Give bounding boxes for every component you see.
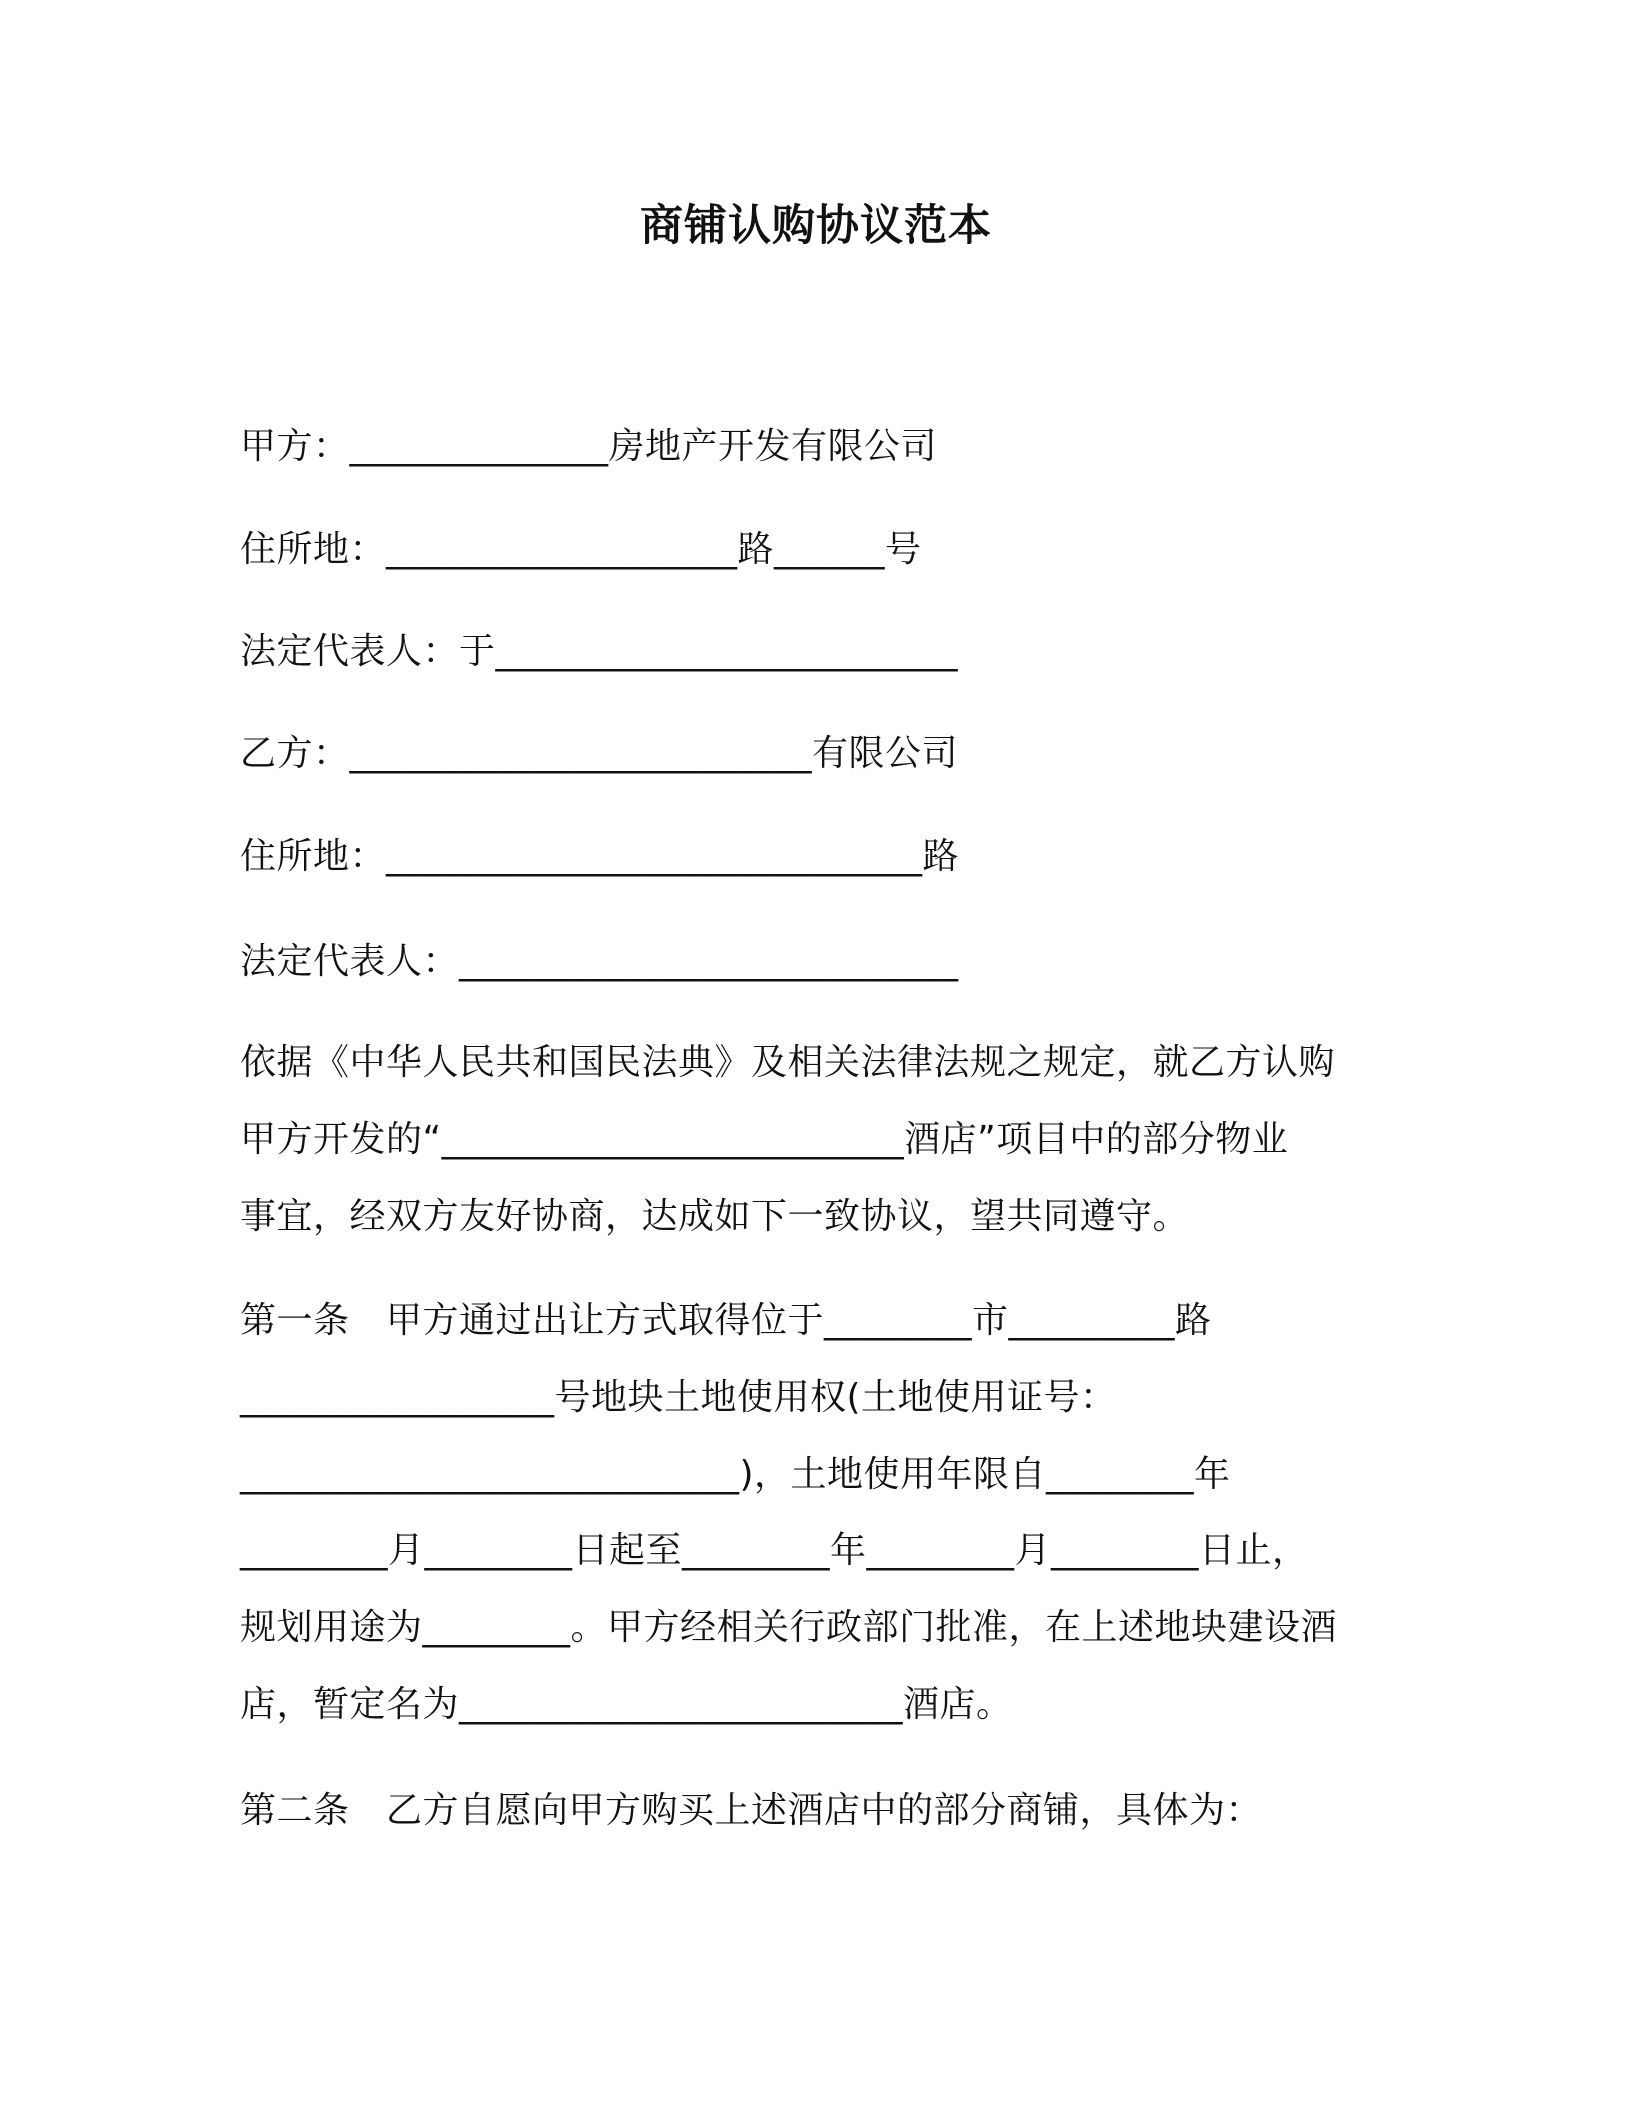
article-1-line-4: ________月________日起至________年________月________日止， [240, 1530, 1309, 1571]
party-a-representative: 法定代表人：于_________________________ [240, 631, 959, 672]
party-a-address: 住所地：___________________路______号 [240, 529, 922, 570]
party-b-name: 乙方：_________________________有限公司 [240, 733, 959, 774]
preamble-line-2: 甲方开发的“_________________________酒店”项目中的部分物业 [240, 1119, 1289, 1160]
article-1-line-1: 第一条 甲方通过出让方式取得位于________市_________路 [240, 1300, 1212, 1341]
preamble-line-1: 依据《中华人民共和国民法典》及相关法律法规之规定，就乙方认购 [240, 1042, 1336, 1083]
party-b-address: 住所地：_____________________________路 [240, 836, 960, 877]
article-1-line-5: 规划用途为________。甲方经相关行政部门批准，在上述地块建设酒 [240, 1607, 1338, 1648]
article-1-line-2: _________________号地块土地使用权(土地使用证号： [240, 1377, 1117, 1418]
article-1-line-6: 店，暂定名为________________________酒店。 [240, 1684, 1013, 1725]
party-a-name: 甲方：______________房地产开发有限公司 [240, 426, 938, 467]
article-1-line-3: ___________________________)，土地使用年限自________年 [240, 1454, 1231, 1495]
document-title: 商铺认购协议范本 [640, 201, 992, 251]
party-b-representative: 法定代表人：___________________________ [240, 941, 959, 982]
article-2-line-1: 第二条 乙方自愿向甲方购买上述酒店中的部分商铺，具体为： [240, 1790, 1263, 1831]
preamble-line-3: 事宜，经双方友好协商，达成如下一致协议，望共同遵守。 [240, 1196, 1190, 1237]
